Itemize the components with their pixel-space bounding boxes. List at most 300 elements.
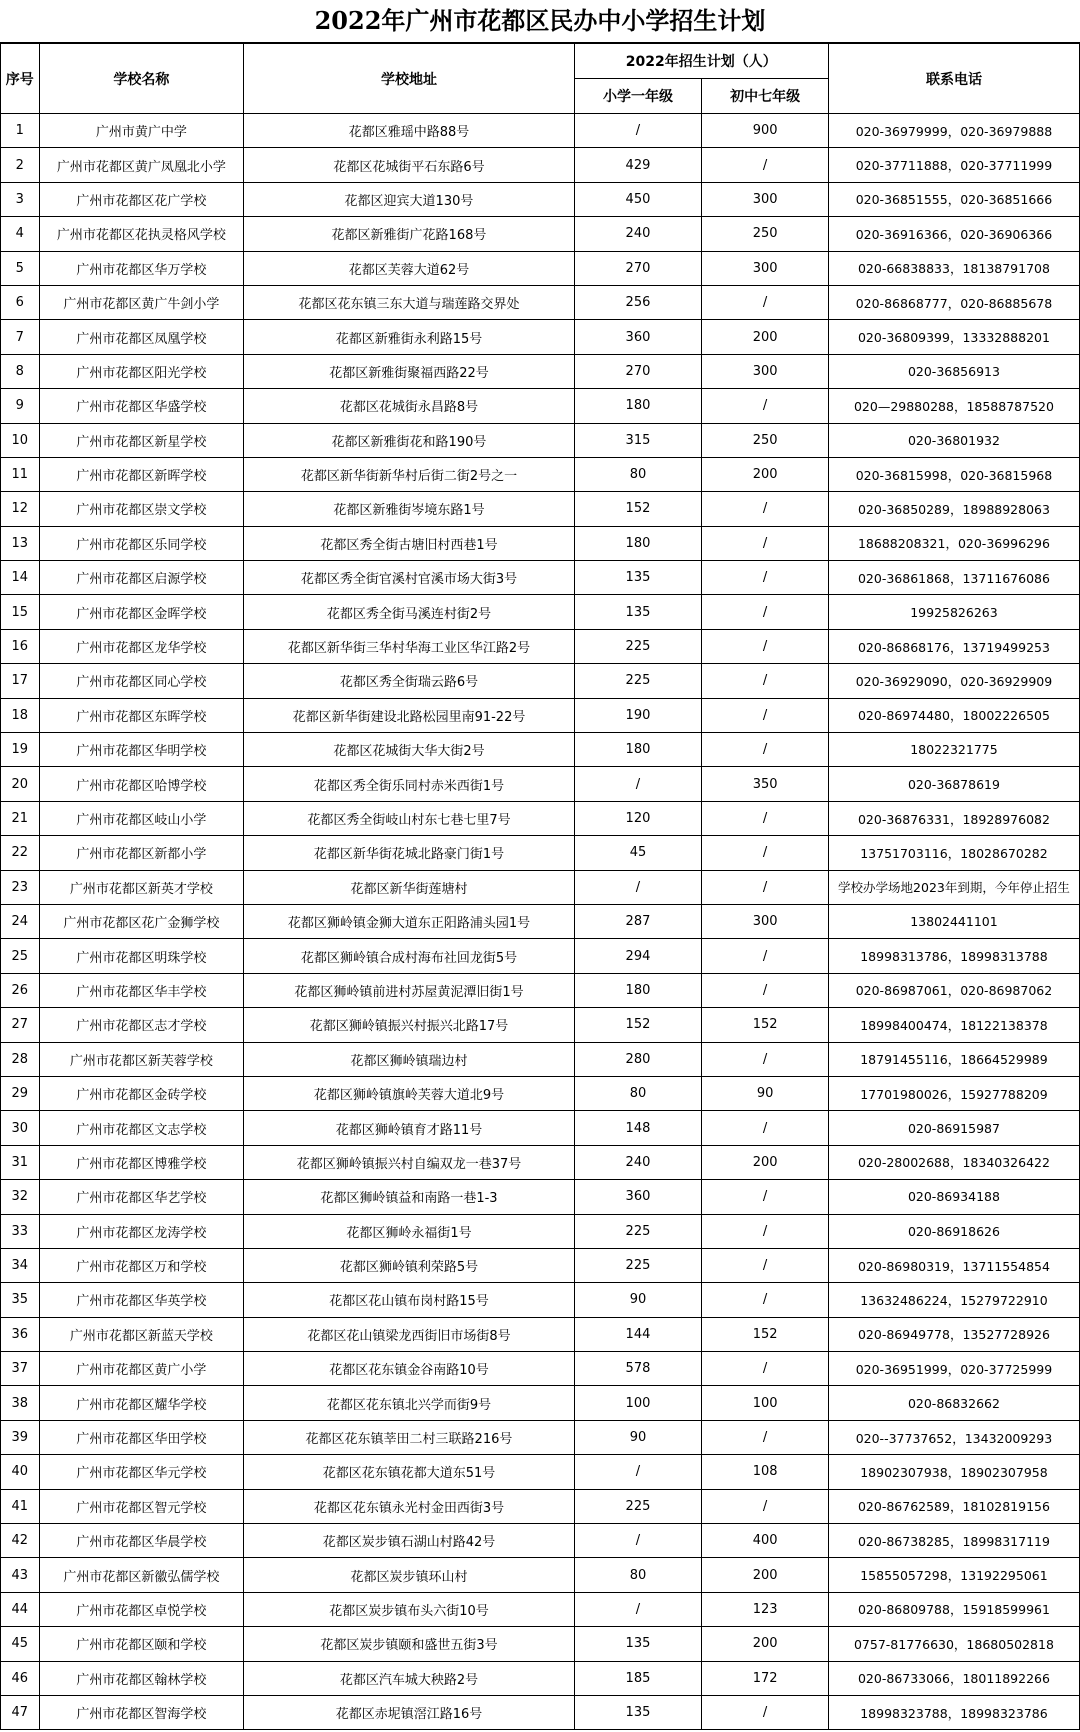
enrollment-table	[0, 43, 1080, 1730]
table-row	[1, 733, 1080, 767]
cell-phone: 18998313786，18998313788	[828, 939, 1079, 973]
cell-school-name: 广州市花都区金砖学校	[39, 1076, 244, 1110]
cell-phone: 020—29880288，18588787520	[828, 389, 1079, 423]
cell-index: 12	[1, 492, 40, 526]
cell-primary-plan: 144	[574, 1317, 702, 1351]
cell-junior-plan: 200	[702, 1558, 829, 1592]
cell-index: 23	[1, 870, 40, 904]
table-row	[1, 526, 1080, 560]
cell-address: 花都区狮岭镇瑞边村	[244, 1042, 574, 1076]
cell-primary-plan: 80	[574, 1558, 702, 1592]
table-row	[1, 354, 1080, 388]
table-row	[1, 1145, 1080, 1179]
table-row	[1, 939, 1080, 973]
table-row	[1, 1008, 1080, 1042]
cell-index: 18	[1, 698, 40, 732]
table-row	[1, 1627, 1080, 1661]
cell-school-name: 广州市花都区志才学校	[39, 1008, 244, 1042]
table-body	[1, 114, 1080, 1730]
cell-school-name: 广州市花都区龙华学校	[39, 629, 244, 663]
cell-junior-plan: 900	[702, 114, 829, 148]
cell-address: 花都区新华街三华村华海工业区华江路2号	[244, 629, 574, 663]
cell-index: 8	[1, 354, 40, 388]
cell-index: 20	[1, 767, 40, 801]
cell-index: 35	[1, 1283, 40, 1317]
cell-junior-plan: /	[702, 939, 829, 973]
cell-phone: 020-37711888，020-37711999	[828, 148, 1079, 182]
cell-phone: 020-86832662	[828, 1386, 1079, 1420]
table-row	[1, 1248, 1080, 1282]
cell-primary-plan: /	[574, 870, 702, 904]
cell-school-name: 广州市花都区华盛学校	[39, 389, 244, 423]
cell-primary-plan: 152	[574, 1008, 702, 1042]
cell-address: 花都区赤坭镇滘江路16号	[244, 1695, 574, 1729]
cell-index: 44	[1, 1592, 40, 1626]
cell-phone: 020-66838833，18138791708	[828, 251, 1079, 285]
cell-phone: 020-86949778，13527728926	[828, 1317, 1079, 1351]
cell-junior-plan: /	[702, 1420, 829, 1454]
cell-junior-plan: 200	[702, 457, 829, 491]
cell-phone: 18688208321，020-36996296	[828, 526, 1079, 560]
cell-index: 36	[1, 1317, 40, 1351]
cell-index: 11	[1, 457, 40, 491]
cell-primary-plan: 225	[574, 1248, 702, 1282]
cell-primary-plan: 360	[574, 320, 702, 354]
cell-school-name: 广州市花都区启源学校	[39, 561, 244, 595]
cell-phone: 020-36878619	[828, 767, 1079, 801]
cell-index: 9	[1, 389, 40, 423]
header-enrollment-plan: 2022年招生计划（人）	[574, 44, 828, 79]
cell-phone: 13632486224，15279722910	[828, 1283, 1079, 1317]
cell-address: 花都区狮岭镇振兴村振兴北路17号	[244, 1008, 574, 1042]
cell-address: 花都区新华街建设北路松园里南91-22号	[244, 698, 574, 732]
cell-junior-plan: 300	[702, 354, 829, 388]
cell-school-name: 广州市花都区金晖学校	[39, 595, 244, 629]
table-row	[1, 1283, 1080, 1317]
cell-primary-plan: 90	[574, 1420, 702, 1454]
cell-address: 花都区秀全街岐山村东七巷七里7号	[244, 801, 574, 835]
cell-phone: 020-86733066，18011892266	[828, 1661, 1079, 1695]
table-row	[1, 114, 1080, 148]
cell-school-name: 广州市花都区黄广小学	[39, 1352, 244, 1386]
cell-school-name: 广州市花都区华英学校	[39, 1283, 244, 1317]
cell-address: 花都区花城街平石东路6号	[244, 148, 574, 182]
header-school-name: 学校名称	[39, 44, 244, 114]
table-row	[1, 251, 1080, 285]
table-row	[1, 320, 1080, 354]
cell-phone: 020-36916366，020-36906366	[828, 217, 1079, 251]
cell-school-name: 广州市花都区哈博学校	[39, 767, 244, 801]
cell-phone: 020-36979999，020-36979888	[828, 114, 1079, 148]
cell-primary-plan: 225	[574, 664, 702, 698]
cell-primary-plan: /	[574, 1524, 702, 1558]
cell-address: 花都区新雅街聚福西路22号	[244, 354, 574, 388]
cell-address: 花都区花城街大华大街2号	[244, 733, 574, 767]
cell-phone: 18022321775	[828, 733, 1079, 767]
table-row	[1, 148, 1080, 182]
table-row	[1, 1076, 1080, 1110]
cell-school-name: 广州市黄广中学	[39, 114, 244, 148]
cell-junior-plan: 300	[702, 182, 829, 216]
cell-primary-plan: 429	[574, 148, 702, 182]
cell-index: 37	[1, 1352, 40, 1386]
table-row	[1, 595, 1080, 629]
cell-school-name: 广州市花都区智海学校	[39, 1695, 244, 1729]
cell-primary-plan: 152	[574, 492, 702, 526]
cell-school-name: 广州市花都区崇文学校	[39, 492, 244, 526]
cell-junior-plan: /	[702, 285, 829, 319]
table-row	[1, 1661, 1080, 1695]
header-address: 学校地址	[244, 44, 574, 114]
cell-school-name: 广州市花都区华田学校	[39, 1420, 244, 1454]
cell-junior-plan: /	[702, 1214, 829, 1248]
cell-phone: 17701980026，15927788209	[828, 1076, 1079, 1110]
cell-index: 2	[1, 148, 40, 182]
cell-index: 7	[1, 320, 40, 354]
cell-index: 6	[1, 285, 40, 319]
cell-school-name: 广州市花都区华万学校	[39, 251, 244, 285]
cell-junior-plan: /	[702, 492, 829, 526]
cell-index: 3	[1, 182, 40, 216]
table-row	[1, 1489, 1080, 1523]
cell-school-name: 广州市花都区新都小学	[39, 836, 244, 870]
cell-school-name: 广州市花都区智元学校	[39, 1489, 244, 1523]
cell-address: 花都区狮岭镇旗岭芙蓉大道北9号	[244, 1076, 574, 1110]
table-row	[1, 285, 1080, 319]
cell-junior-plan: /	[702, 1042, 829, 1076]
cell-phone: 020-86918626	[828, 1214, 1079, 1248]
cell-index: 38	[1, 1386, 40, 1420]
cell-address: 花都区花东镇永光村金田西街3号	[244, 1489, 574, 1523]
cell-phone: 020-28002688，18340326422	[828, 1145, 1079, 1179]
cell-address: 花都区秀全街马溪连村街2号	[244, 595, 574, 629]
cell-junior-plan: /	[702, 1352, 829, 1386]
cell-primary-plan: 180	[574, 973, 702, 1007]
cell-index: 15	[1, 595, 40, 629]
cell-junior-plan: /	[702, 1283, 829, 1317]
cell-phone: 020-36851555，020-36851666	[828, 182, 1079, 216]
cell-index: 31	[1, 1145, 40, 1179]
cell-junior-plan: /	[702, 733, 829, 767]
table-row	[1, 801, 1080, 835]
cell-address: 花都区花东镇花都大道东51号	[244, 1455, 574, 1489]
cell-address: 花都区新华街新华村后街二街2号之一	[244, 457, 574, 491]
cell-index: 22	[1, 836, 40, 870]
table-row	[1, 1524, 1080, 1558]
cell-junior-plan: /	[702, 526, 829, 560]
cell-index: 32	[1, 1180, 40, 1214]
header-index: 序号	[1, 44, 40, 114]
cell-address: 花都区新雅街花和路190号	[244, 423, 574, 457]
cell-index: 24	[1, 904, 40, 938]
cell-primary-plan: 287	[574, 904, 702, 938]
cell-index: 46	[1, 1661, 40, 1695]
cell-junior-plan: 152	[702, 1008, 829, 1042]
table-row	[1, 1455, 1080, 1489]
cell-address: 花都区新雅街岑境东路1号	[244, 492, 574, 526]
cell-school-name: 广州市花都区新徽弘儒学校	[39, 1558, 244, 1592]
table-row	[1, 629, 1080, 663]
cell-address: 花都区花城街永昌路8号	[244, 389, 574, 423]
table-row	[1, 1558, 1080, 1592]
table-row	[1, 217, 1080, 251]
cell-address: 花都区新雅街永利路15号	[244, 320, 574, 354]
cell-address: 花都区迎宾大道130号	[244, 182, 574, 216]
cell-address: 花都区狮岭镇育才路11号	[244, 1111, 574, 1145]
cell-junior-plan: /	[702, 973, 829, 1007]
cell-address: 花都区新华街花城北路豪门街1号	[244, 836, 574, 870]
cell-junior-plan: /	[702, 801, 829, 835]
cell-address: 花都区新雅街广花路168号	[244, 217, 574, 251]
table-row	[1, 1317, 1080, 1351]
cell-junior-plan: 300	[702, 904, 829, 938]
cell-phone: 020-86987061，020-86987062	[828, 973, 1079, 1007]
cell-index: 14	[1, 561, 40, 595]
cell-address: 花都区新华街莲塘村	[244, 870, 574, 904]
cell-junior-plan: 400	[702, 1524, 829, 1558]
cell-index: 42	[1, 1524, 40, 1558]
cell-school-name: 广州市花都区新蓝天学校	[39, 1317, 244, 1351]
cell-primary-plan: 148	[574, 1111, 702, 1145]
table-row	[1, 182, 1080, 216]
cell-primary-plan: 315	[574, 423, 702, 457]
cell-index: 45	[1, 1627, 40, 1661]
cell-index: 28	[1, 1042, 40, 1076]
cell-phone: 020-86980319，13711554854	[828, 1248, 1079, 1282]
cell-index: 10	[1, 423, 40, 457]
table-row	[1, 698, 1080, 732]
cell-primary-plan: 90	[574, 1283, 702, 1317]
cell-phone: 020-86809788，15918599961	[828, 1592, 1079, 1626]
cell-primary-plan: 180	[574, 526, 702, 560]
cell-index: 1	[1, 114, 40, 148]
cell-phone: 020-86762589，18102819156	[828, 1489, 1079, 1523]
cell-index: 16	[1, 629, 40, 663]
cell-primary-plan: 280	[574, 1042, 702, 1076]
cell-index: 39	[1, 1420, 40, 1454]
table-row	[1, 1386, 1080, 1420]
cell-primary-plan: 135	[574, 1695, 702, 1729]
cell-address: 花都区花山镇布岗村路15号	[244, 1283, 574, 1317]
cell-phone: 020--37737652，13432009293	[828, 1420, 1079, 1454]
table-row	[1, 389, 1080, 423]
cell-phone: 020-86868176，13719499253	[828, 629, 1079, 663]
cell-phone: 19925826263	[828, 595, 1079, 629]
cell-address: 花都区狮岭镇振兴村自编双龙一巷37号	[244, 1145, 574, 1179]
cell-primary-plan: 360	[574, 1180, 702, 1214]
table-row	[1, 973, 1080, 1007]
cell-index: 26	[1, 973, 40, 1007]
cell-primary-plan: 578	[574, 1352, 702, 1386]
cell-address: 花都区狮岭镇前进村苏屋黄泥潭旧街1号	[244, 973, 574, 1007]
cell-phone: 18791455116，18664529989	[828, 1042, 1079, 1076]
cell-phone: 020-36876331，18928976082	[828, 801, 1079, 835]
cell-junior-plan: /	[702, 1111, 829, 1145]
cell-index: 4	[1, 217, 40, 251]
cell-address: 花都区炭步镇布头六街10号	[244, 1592, 574, 1626]
cell-school-name: 广州市花都区新芙蓉学校	[39, 1042, 244, 1076]
cell-junior-plan: /	[702, 870, 829, 904]
cell-index: 41	[1, 1489, 40, 1523]
cell-address: 花都区狮岭镇益和南路一巷1-3	[244, 1180, 574, 1214]
cell-junior-plan: 90	[702, 1076, 829, 1110]
cell-junior-plan: /	[702, 836, 829, 870]
cell-index: 17	[1, 664, 40, 698]
table-row	[1, 1352, 1080, 1386]
cell-index: 34	[1, 1248, 40, 1282]
cell-primary-plan: 120	[574, 801, 702, 835]
cell-junior-plan: /	[702, 698, 829, 732]
cell-junior-plan: /	[702, 1248, 829, 1282]
cell-school-name: 广州市花都区翰林学校	[39, 1661, 244, 1695]
cell-junior-plan: 200	[702, 320, 829, 354]
cell-phone: 020-86934188	[828, 1180, 1079, 1214]
cell-school-name: 广州市花都区华丰学校	[39, 973, 244, 1007]
cell-address: 花都区雅瑶中路88号	[244, 114, 574, 148]
cell-index: 27	[1, 1008, 40, 1042]
cell-phone: 18998323788，18998323786	[828, 1695, 1079, 1729]
cell-primary-plan: 240	[574, 217, 702, 251]
cell-primary-plan: 294	[574, 939, 702, 973]
cell-school-name: 广州市花都区华晨学校	[39, 1524, 244, 1558]
table-row	[1, 1592, 1080, 1626]
cell-school-name: 广州市花都区花广金狮学校	[39, 904, 244, 938]
cell-address: 花都区秀全街古塘旧村西巷1号	[244, 526, 574, 560]
cell-school-name: 广州市花都区耀华学校	[39, 1386, 244, 1420]
cell-address: 花都区花东镇金谷南路10号	[244, 1352, 574, 1386]
cell-phone: 13751703116，18028670282	[828, 836, 1079, 870]
cell-school-name: 广州市花都区新星学校	[39, 423, 244, 457]
table-row	[1, 561, 1080, 595]
cell-index: 25	[1, 939, 40, 973]
cell-index: 43	[1, 1558, 40, 1592]
cell-primary-plan: 80	[574, 457, 702, 491]
table-row	[1, 1042, 1080, 1076]
header-junior-grade7: 初中七年级	[702, 79, 829, 114]
cell-address: 花都区狮岭永福街1号	[244, 1214, 574, 1248]
cell-school-name: 广州市花都区华元学校	[39, 1455, 244, 1489]
cell-junior-plan: /	[702, 1489, 829, 1523]
cell-junior-plan: /	[702, 1180, 829, 1214]
table-row	[1, 423, 1080, 457]
table-row	[1, 1214, 1080, 1248]
cell-index: 5	[1, 251, 40, 285]
cell-phone: 15855057298，13192295061	[828, 1558, 1079, 1592]
cell-index: 19	[1, 733, 40, 767]
cell-address: 花都区花东镇北兴学而街9号	[244, 1386, 574, 1420]
cell-junior-plan: /	[702, 389, 829, 423]
cell-index: 30	[1, 1111, 40, 1145]
cell-phone: 020-86868777，020-86885678	[828, 285, 1079, 319]
header-primary-grade1: 小学一年级	[574, 79, 702, 114]
cell-phone: 020-36929090，020-36929909	[828, 664, 1079, 698]
cell-junior-plan: 123	[702, 1592, 829, 1626]
cell-primary-plan: 225	[574, 1489, 702, 1523]
cell-school-name: 广州市花都区东晖学校	[39, 698, 244, 732]
cell-phone: 13802441101	[828, 904, 1079, 938]
cell-address: 花都区炭步镇颐和盛世五街3号	[244, 1627, 574, 1661]
cell-primary-plan: /	[574, 1455, 702, 1489]
cell-phone: 020-86915987	[828, 1111, 1079, 1145]
cell-phone: 020-36951999，020-37725999	[828, 1352, 1079, 1386]
cell-junior-plan: /	[702, 148, 829, 182]
cell-primary-plan: 180	[574, 389, 702, 423]
cell-address: 花都区狮岭镇金狮大道东正阳路浦头园1号	[244, 904, 574, 938]
cell-junior-plan: 250	[702, 423, 829, 457]
cell-primary-plan: 135	[574, 561, 702, 595]
cell-phone: 020-36861868，13711676086	[828, 561, 1079, 595]
cell-index: 40	[1, 1455, 40, 1489]
cell-junior-plan: /	[702, 1695, 829, 1729]
cell-address: 花都区花山镇梁龙西街旧市场街8号	[244, 1317, 574, 1351]
header-phone: 联系电话	[828, 44, 1079, 114]
cell-primary-plan: 270	[574, 354, 702, 388]
cell-school-name: 广州市花都区颐和学校	[39, 1627, 244, 1661]
cell-address: 花都区汽车城大秧路2号	[244, 1661, 574, 1695]
cell-primary-plan: 225	[574, 629, 702, 663]
cell-junior-plan: 200	[702, 1145, 829, 1179]
cell-index: 29	[1, 1076, 40, 1110]
cell-phone: 18902307938，18902307958	[828, 1455, 1079, 1489]
cell-primary-plan: 135	[574, 595, 702, 629]
cell-primary-plan: 45	[574, 836, 702, 870]
table-row	[1, 870, 1080, 904]
cell-address: 花都区花东镇三东大道与瑞莲路交界处	[244, 285, 574, 319]
cell-phone: 020-36856913	[828, 354, 1079, 388]
cell-address: 花都区炭步镇环山村	[244, 1558, 574, 1592]
cell-junior-plan: 350	[702, 767, 829, 801]
cell-school-name: 广州市花都区凤凰学校	[39, 320, 244, 354]
cell-school-name: 广州市花都区万和学校	[39, 1248, 244, 1282]
cell-school-name: 广州市花都区同心学校	[39, 664, 244, 698]
cell-index: 47	[1, 1695, 40, 1729]
cell-junior-plan: /	[702, 561, 829, 595]
cell-school-name: 广州市花都区龙涛学校	[39, 1214, 244, 1248]
cell-junior-plan: /	[702, 629, 829, 663]
table-row	[1, 664, 1080, 698]
cell-junior-plan: 300	[702, 251, 829, 285]
cell-primary-plan: 100	[574, 1386, 702, 1420]
table-row	[1, 1695, 1080, 1729]
cell-school-name: 广州市花都区阳光学校	[39, 354, 244, 388]
cell-primary-plan: 180	[574, 733, 702, 767]
table-row	[1, 457, 1080, 491]
cell-primary-plan: 190	[574, 698, 702, 732]
cell-primary-plan: 256	[574, 285, 702, 319]
cell-junior-plan: 250	[702, 217, 829, 251]
cell-school-name: 广州市花都区新晖学校	[39, 457, 244, 491]
cell-junior-plan: 172	[702, 1661, 829, 1695]
cell-address: 花都区秀全街官溪村官溪市场大街3号	[244, 561, 574, 595]
table-row	[1, 1420, 1080, 1454]
cell-phone: 020-36801932	[828, 423, 1079, 457]
cell-address: 花都区秀全街瑞云路6号	[244, 664, 574, 698]
table-row	[1, 492, 1080, 526]
cell-phone: 020-36809399，13332888201	[828, 320, 1079, 354]
cell-address: 花都区秀全街乐同村赤米西街1号	[244, 767, 574, 801]
cell-phone: 020-86738285，18998317119	[828, 1524, 1079, 1558]
page-title: 2022年广州市花都区民办中小学招生计划	[0, 0, 1080, 43]
cell-phone: 020-86974480，18002226505	[828, 698, 1079, 732]
cell-phone: 18998400474，18122138378	[828, 1008, 1079, 1042]
cell-junior-plan: 200	[702, 1627, 829, 1661]
cell-school-name: 广州市花都区花执灵格风学校	[39, 217, 244, 251]
cell-primary-plan: /	[574, 114, 702, 148]
cell-index: 33	[1, 1214, 40, 1248]
cell-primary-plan: 225	[574, 1214, 702, 1248]
cell-primary-plan: 240	[574, 1145, 702, 1179]
cell-school-name: 广州市花都区文志学校	[39, 1111, 244, 1145]
